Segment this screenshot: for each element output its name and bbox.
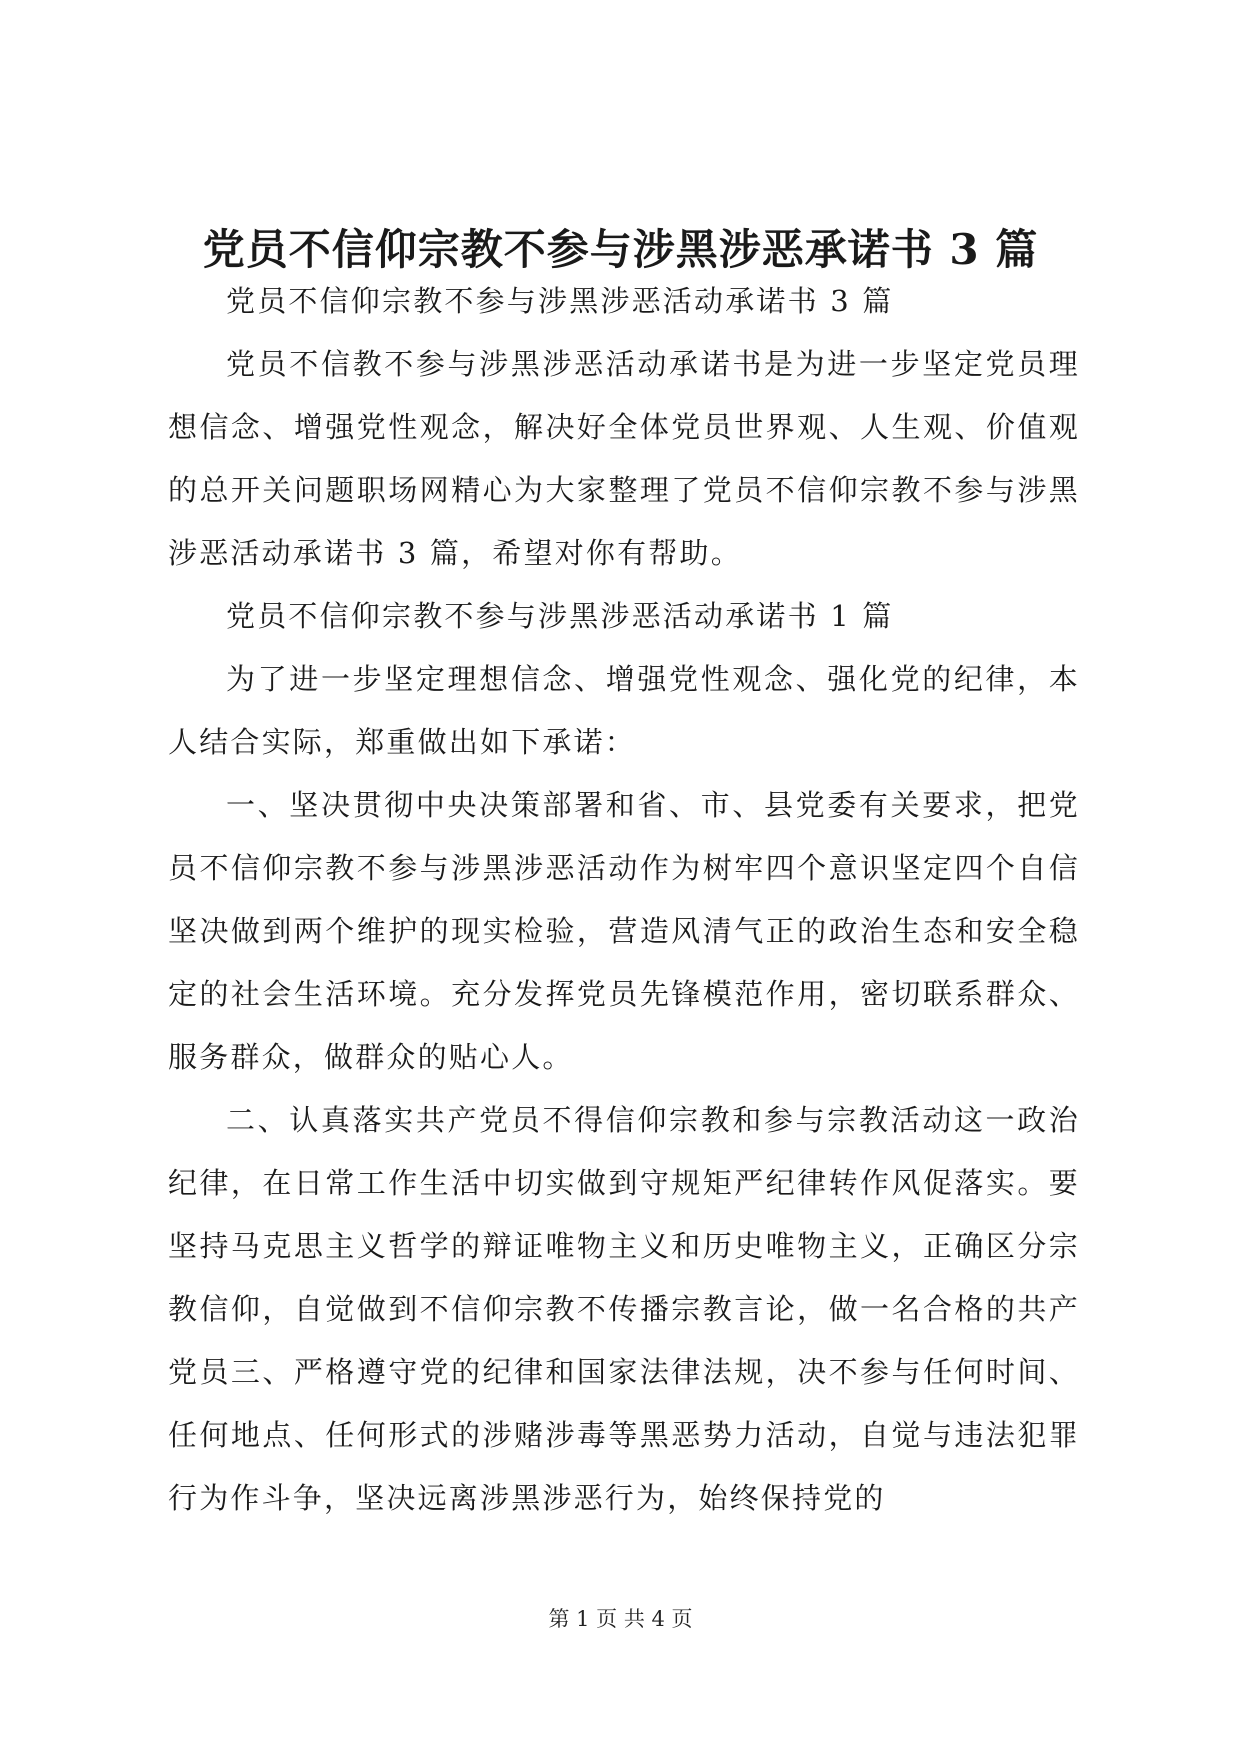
page-number-footer: 第 1 页 共 4 页 [548, 1607, 693, 1631]
document-body [168, 270, 1080, 1530]
paragraph-subtitle: 党员不信仰宗教不参与涉黑涉恶活动承诺书 3 篇 [226, 284, 894, 318]
paragraph-section-heading: 党员不信仰宗教不参与涉黑涉恶活动承诺书 1 篇 [226, 599, 894, 633]
paragraph-intro: 党员不信教不参与涉黑涉恶活动承诺书是为进一步坚定党员理想信念、增强党性观念，解决好全体党员世界观、人生观、价值观的总开关问题职场网精心为大家整理了党员不信仰宗教不参与涉黑涉恶活动承诺书 3 篇，希望对你有帮助。 [168, 347, 1080, 570]
document-title: 党员不信仰宗教不参与涉黑涉恶承诺书 3 篇 [202, 225, 1039, 274]
paragraph-item-one: 一、坚决贯彻中央决策部署和省、市、县党委有关要求，把党员不信仰宗教不参与涉黑涉恶活动作为树牢四个意识坚定四个自信坚决做到两个维护的现实检验，营造风清气正的政治生态和安全稳定的社会生活环境。充分发挥党员先锋模范作用，密切联系群众、服务群众，做群众的贴心人。 [168, 788, 1080, 1074]
paragraph-pledge-intro: 为了进一步坚定理想信念、增强党性观念、强化党的纪律，本人结合实际，郑重做出如下承诺： [168, 662, 1080, 759]
paragraph-item-two: 二、认真落实共产党员不得信仰宗教和参与宗教活动这一政治纪律，在日常工作生活中切实做到守规矩严纪律转作风促落实。要坚持马克思主义哲学的辩证唯物主义和历史唯物主义，正确区分宗教信仰，自觉做到不信仰宗教不传播宗教言论，做一名合格的共产党员三、严格遵守党的纪律和国家法律法规，决不参与任何时间、任何地点、任何形式的涉赌涉毒等黑恶势力活动，自觉与违法犯罪行为作斗争，坚决远离涉黑涉恶行为，始终保持党的 [168, 1103, 1080, 1515]
